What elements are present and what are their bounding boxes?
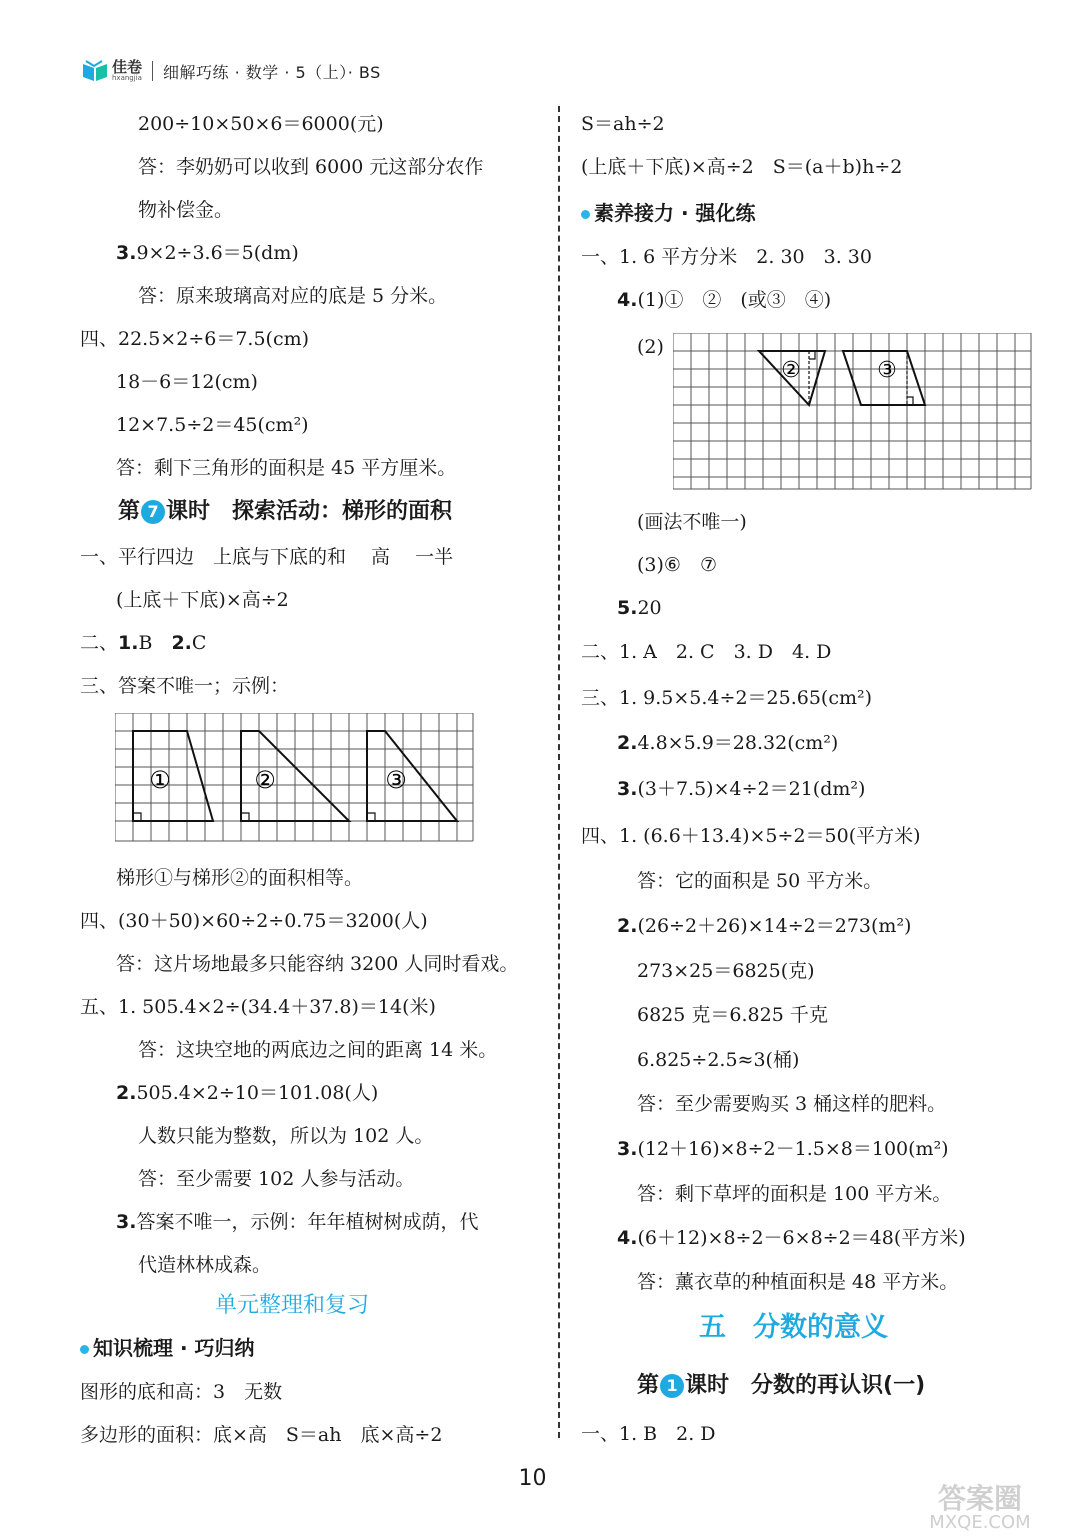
answer-line: 图形的底和高：3 无数 [80,1381,283,1403]
answer-line: 一、1. B 2. D [581,1423,716,1445]
answer-line: 答：薰衣草的种植面积是 48 平方米。 [637,1271,959,1293]
section-heading: 素养接力 · 强化练 [581,200,756,226]
watermark [905,1478,1055,1532]
answer-line: 梯形①与梯形②的面积相等。 [116,867,364,889]
answer-line: S＝ah÷2 [581,113,665,135]
shape-grid-figure [673,333,1033,491]
figure-label: ② [781,358,801,383]
svg-text:答案圈: 答案圈 [937,1482,1023,1515]
answer-line: 四、22.5×2÷6＝7.5(cm) [80,328,310,350]
answer-line: 2.505.4×2÷10＝101.08(人) [116,1082,379,1104]
answer-line: 4.(6＋12)×8÷2－6×8÷2＝48(平方米) [617,1227,966,1249]
answer-line: 5.20 [617,597,662,619]
answer-line: 12×7.5÷2＝45(cm²) [116,414,309,436]
answer-line: 273×25＝6825(克) [637,960,815,982]
answer-line: 6825 克＝6.825 千克 [637,1004,828,1026]
answer-line: (3)⑥ ⑦ [637,554,717,576]
answer-line: 答：原来玻璃高对应的底是 5 分米。 [138,285,448,307]
trapezoid-grid-figure [115,713,475,843]
answer-line: 答：至少需要购买 3 桶这样的肥料。 [637,1093,947,1115]
answer-line: 18－6＝12(cm) [116,371,258,393]
answer-line: 一、1. 6 平方分米 2. 30 3. 30 [581,246,872,268]
brand-logo [82,60,142,82]
book-icon [82,60,108,82]
answer-line: 2.(26÷2＋26)×14÷2＝273(m²) [617,915,912,937]
answer-line: 物补偿金。 [138,199,234,221]
answer-line: 四、(30＋50)×60÷2÷0.75＝3200(人) [80,910,428,932]
brand-name: 佳卷 [112,58,143,76]
answer-line: 2.4.8×5.9＝28.32(cm²) [617,732,839,754]
answer-line: 答：李奶奶可以收到 6000 元这部分农作 [138,156,484,178]
item-number: 3. [116,242,137,264]
answer-line: 答：剩下三角形的面积是 45 平方厘米。 [116,457,457,479]
bullet-icon [581,210,590,219]
answer-line: 三、1. 9.5×5.4÷2＝25.65(cm²) [581,687,873,709]
lesson-title: 第 7 课时 探索活动：梯形的面积 [118,499,453,524]
answer-line: 200÷10×50×6＝6000(元) [138,113,384,135]
section-heading: 知识梳理 · 巧归纳 [80,1335,255,1361]
answer-line: 三、答案不唯一；示例： [80,675,290,697]
lesson-number-badge: 7 [141,500,165,524]
answer-line: 3.(3＋7.5)×4÷2＝21(dm²) [617,778,866,800]
figure-label: ① [149,766,171,794]
answer-line: 答：剩下草坪的面积是 100 平方米。 [637,1183,952,1205]
page-header [82,56,381,86]
answer-line: 6.825÷2.5≈3(桶) [637,1049,800,1071]
brand-pinyin: hxangjia [112,74,142,82]
answer-line: (上底＋下底)×高÷2 [116,589,289,611]
answer-line: 人数只能为整数，所以为 102 人。 [138,1125,434,1147]
header-separator [152,61,153,81]
column-divider [558,106,560,1438]
unit-title: 五 分数的意义 [699,1312,888,1343]
answer-line [116,240,299,266]
answer-line: 多边形的面积：底×高 S＝ah 底×高÷2 [80,1424,443,1446]
page-number: 10 [518,1466,547,1491]
lesson-title: 第 1 课时 分数的再认识(一) [637,1373,926,1398]
unit-review-title: 单元整理和复习 [215,1293,370,1318]
answer-line: 3.(12＋16)×8÷2－1.5×8＝100(m²) [617,1138,949,1160]
answer-line: 4.(1)① ② (或③ ④) [617,289,832,311]
lesson-number-badge: 1 [660,1374,684,1398]
answer-line: 答：它的面积是 50 平方米。 [637,870,883,892]
answer-line: 答：这片场地最多只能容纳 3200 人同时看戏。 [116,953,519,975]
answer-line: 四、1. (6.6＋13.4)×5÷2＝50(平方米) [581,825,921,847]
answer-line: (上底＋下底)×高÷2 S＝(a＋b)h÷2 [581,156,903,178]
answer-line: 五、1. 505.4×2÷(34.4＋37.8)＝14(米) [80,996,436,1018]
answer-line: 二、1. A 2. C 3. D 4. D [581,641,832,663]
trapezoid-shape [367,731,457,821]
answer-line: (画法不唯一) [637,511,747,533]
answer-line: 答：至少需要 102 人参与活动。 [138,1168,415,1190]
book-title: 细解巧练 · 数学 · 5（上）· BS [163,62,381,82]
answer-line: 二、1.B 2.C [80,632,207,654]
figure-label: ② [254,766,276,794]
trapezoid-shape [133,731,213,821]
formula: 9×2÷3.6＝5(dm) [136,242,299,264]
answer-line: 一、平行四边 上底与下底的和 高 一半 [80,546,454,568]
svg-text:MXQE.COM: MXQE.COM [929,1512,1031,1532]
figure-label: ③ [385,766,407,794]
answer-line: 答：这块空地的两底边之间的距离 14 米。 [138,1039,498,1061]
answer-line: 3.答案不唯一，示例：年年植树树成荫，代 [116,1211,479,1233]
answer-line: (2) [637,336,664,358]
bullet-icon [80,1345,89,1354]
figure-label: ③ [877,358,897,383]
answer-line: 代造林林成森。 [138,1254,272,1276]
